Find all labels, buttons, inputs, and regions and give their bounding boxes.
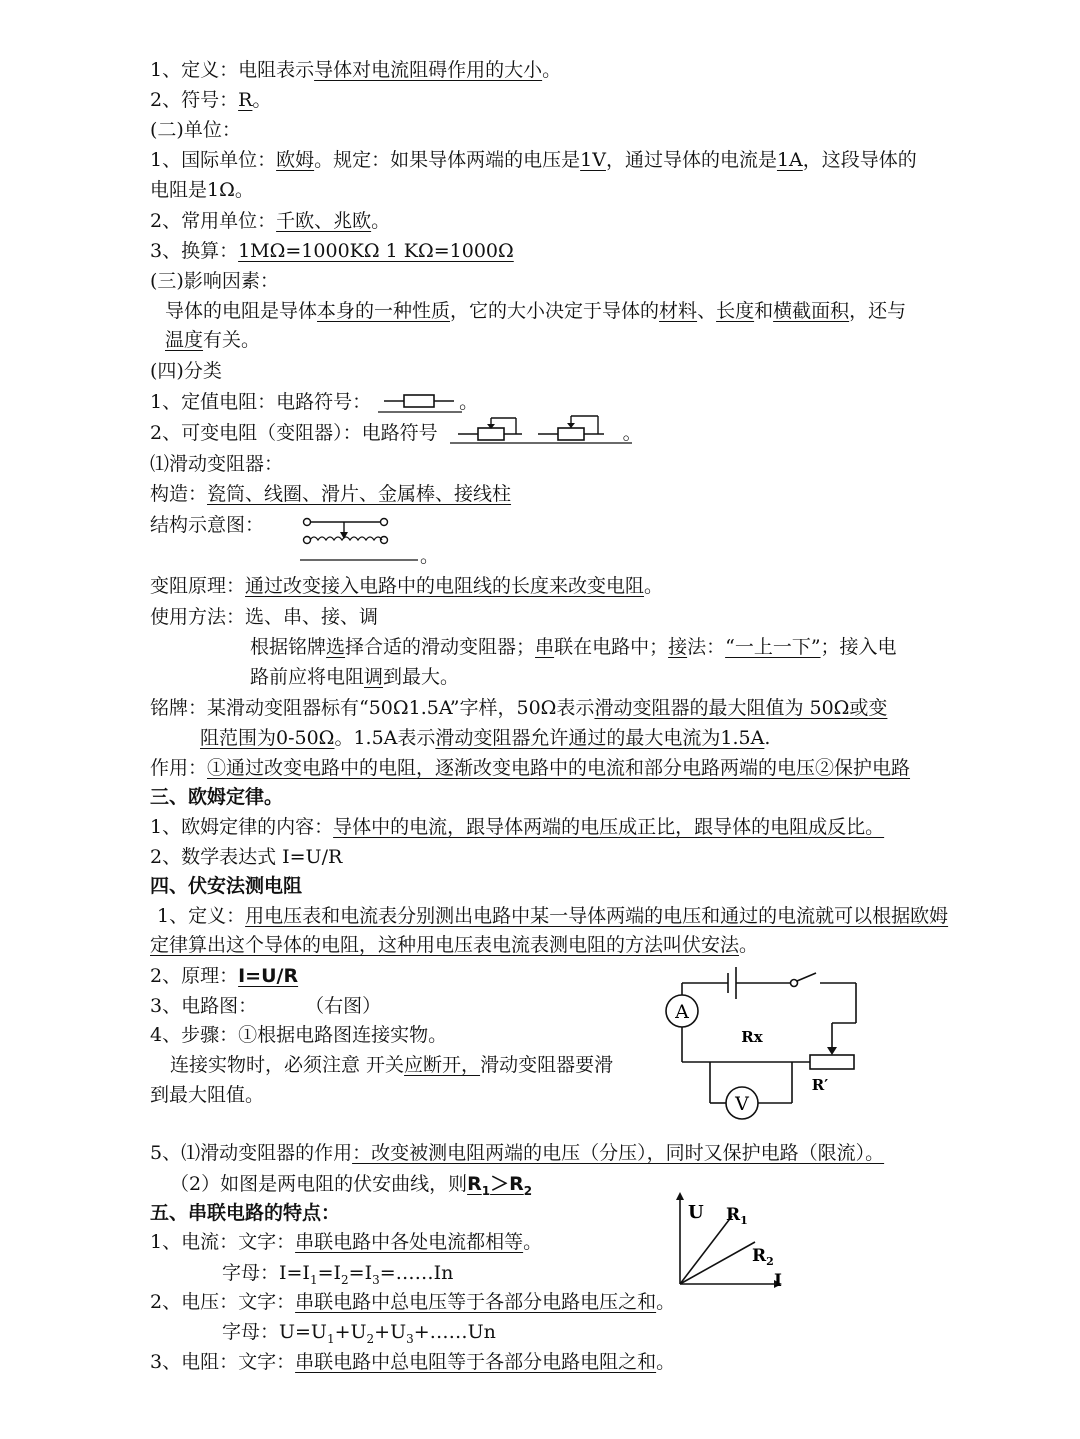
iv-curve-line: （2）如图是两电阻的伏安曲线，则$R_1>R_2$ xyxy=(170,1173,533,1198)
symbol-line: 2、符号：R。 xyxy=(150,89,272,111)
ammeter-label: A xyxy=(675,1001,689,1023)
steps-detail-line-2: 到最大阻值。 xyxy=(150,1084,265,1106)
usage-detail-line: 根据铭牌选择合适的滑动变阻器；串联在电路中；接法：“一上一下”；接入电 xyxy=(250,636,897,658)
series-current-formula: 字母：$I=I_1=I_2=I_3=\dots\dots In$ xyxy=(222,1262,454,1287)
diagram-period: 。 xyxy=(420,545,440,567)
nameplate-line-2: 阻范围为0-50Ω。1.5A表示滑动变阻器允许通过的最大电流为1.5A. xyxy=(200,727,771,749)
variable-resistor-symbols xyxy=(450,410,635,446)
steps-line: 4、步骤：①根据电路图连接实物。 xyxy=(150,1024,448,1046)
definition-line: 1、定义：电阻表示导体对电流阻碍作用的大小。 xyxy=(150,59,562,81)
diagram-label: 结构示意图： xyxy=(150,514,265,536)
fixed-resistor-line: 1、定值电阻：电路符号： 。 xyxy=(150,391,479,413)
factors-line-2: 温度有关。 xyxy=(165,329,261,351)
voltammetry-definition-2: 定律算出这个导体的电阻，这种用电压表电流表测电阻的方法叫伏安法。 xyxy=(150,934,759,956)
nameplate-line: 铭牌：某滑动变阻器标有“50Ω1.5A”字样，50Ω表示滑动变阻器的最大阻值为 50Ω或变 xyxy=(150,697,888,719)
rprime-label: R′ xyxy=(811,1076,829,1094)
slide-rheostat-heading: ⑴滑动变阻器： xyxy=(150,453,284,475)
u-axis-label: U xyxy=(688,1202,704,1223)
structure-line: 构造：瓷筒、线圈、滑片、金属棒、接线柱 xyxy=(150,483,512,505)
ohms-law-formula: 2、数学表达式 I=U/R xyxy=(150,846,343,868)
circuit-diagram-line: 3、电路图： （右图） xyxy=(150,995,382,1017)
conversion-line: 3、换算：1MΩ=1000KΩ 1 KΩ=1000Ω xyxy=(150,240,514,262)
factors-line: 导体的电阻是导体本身的一种性质，它的大小决定于导体的材料、长度和横截面积，还与 xyxy=(165,300,907,322)
si-unit-line: 1、国际单位：欧姆。规定：如果导体两端的电压是1V，通过导体的电流是1A，这段导体的 xyxy=(150,149,917,171)
voltammetry-principle: 2、原理：I=U/R xyxy=(150,965,299,987)
factors-heading: (三)影响因素： xyxy=(150,270,279,292)
rheostat-structure-diagram xyxy=(298,512,438,564)
voltammetry-definition: 1、定义：用电压表和电流表分别测出电路中某一导体两端的电压和通过的电流就可以根据欧姆 xyxy=(157,905,949,927)
i-axis-label: I xyxy=(774,1271,782,1291)
series-current-line: 1、电流：文字：串联电路中各处电流都相等。 xyxy=(150,1231,543,1253)
variable-resistor-line: 2、可变电阻（变阻器）：电路符号 。 xyxy=(150,422,642,444)
classification-heading: (四)分类 xyxy=(150,360,222,382)
series-voltage-formula: 字母：$U=U_1+U_2+U_3+\dots\dots Un$ xyxy=(222,1321,496,1346)
ohms-law-content: 1、欧姆定律的内容：导体中的电流，跟导体两端的电压成正比，跟导体的电阻成反比。 xyxy=(150,816,885,838)
iv-curve-graph xyxy=(660,1190,800,1290)
usage-line: 使用方法：选、串、接、调 xyxy=(150,606,379,628)
steps-detail-line: 连接实物时，必须注意 开关应断开，滑动变阻器要滑 xyxy=(170,1054,614,1076)
series-resistance-line: 3、电阻：文字：串联电路中总电阻等于各部分电路电阻之和。 xyxy=(150,1351,676,1373)
common-unit-line: 2、常用单位：千欧、兆欧。 xyxy=(150,210,391,232)
si-unit-line-2: 电阻是1Ω。 xyxy=(150,179,254,201)
unit-heading: (二)单位： xyxy=(150,119,241,141)
voltammetry-heading: 四、伏安法测电阻 xyxy=(150,875,303,897)
function-line: 作用：①通过改变电路中的电阻，逐渐改变电路中的电流和部分电路两端的电压②保护电路 xyxy=(150,757,911,779)
series-voltage-line: 2、电压：文字：串联电路中总电压等于各部分电路电压之和。 xyxy=(150,1291,676,1313)
usage-detail-line-2: 路前应将电阻调到最大。 xyxy=(250,666,460,688)
series-circuit-heading: 五、串联电路的特点： xyxy=(150,1202,341,1224)
r2-label: $R_2$ xyxy=(752,1246,774,1268)
principle-line: 变阻原理：通过改变接入电路中的电阻线的长度来改变电阻。 xyxy=(150,575,664,597)
ohms-law-heading: 三、欧姆定律。 xyxy=(150,786,284,808)
rheostat-function-line: 5、⑴滑动变阻器的作用：改变被测电阻两端的电压（分压），同时又保护电路（限流）。 xyxy=(150,1142,885,1164)
voltammetry-circuit xyxy=(660,965,890,1125)
voltmeter-label: V xyxy=(735,1093,749,1115)
r1-label: $R_1$ xyxy=(726,1205,748,1227)
rx-label: Rx xyxy=(741,1028,763,1046)
